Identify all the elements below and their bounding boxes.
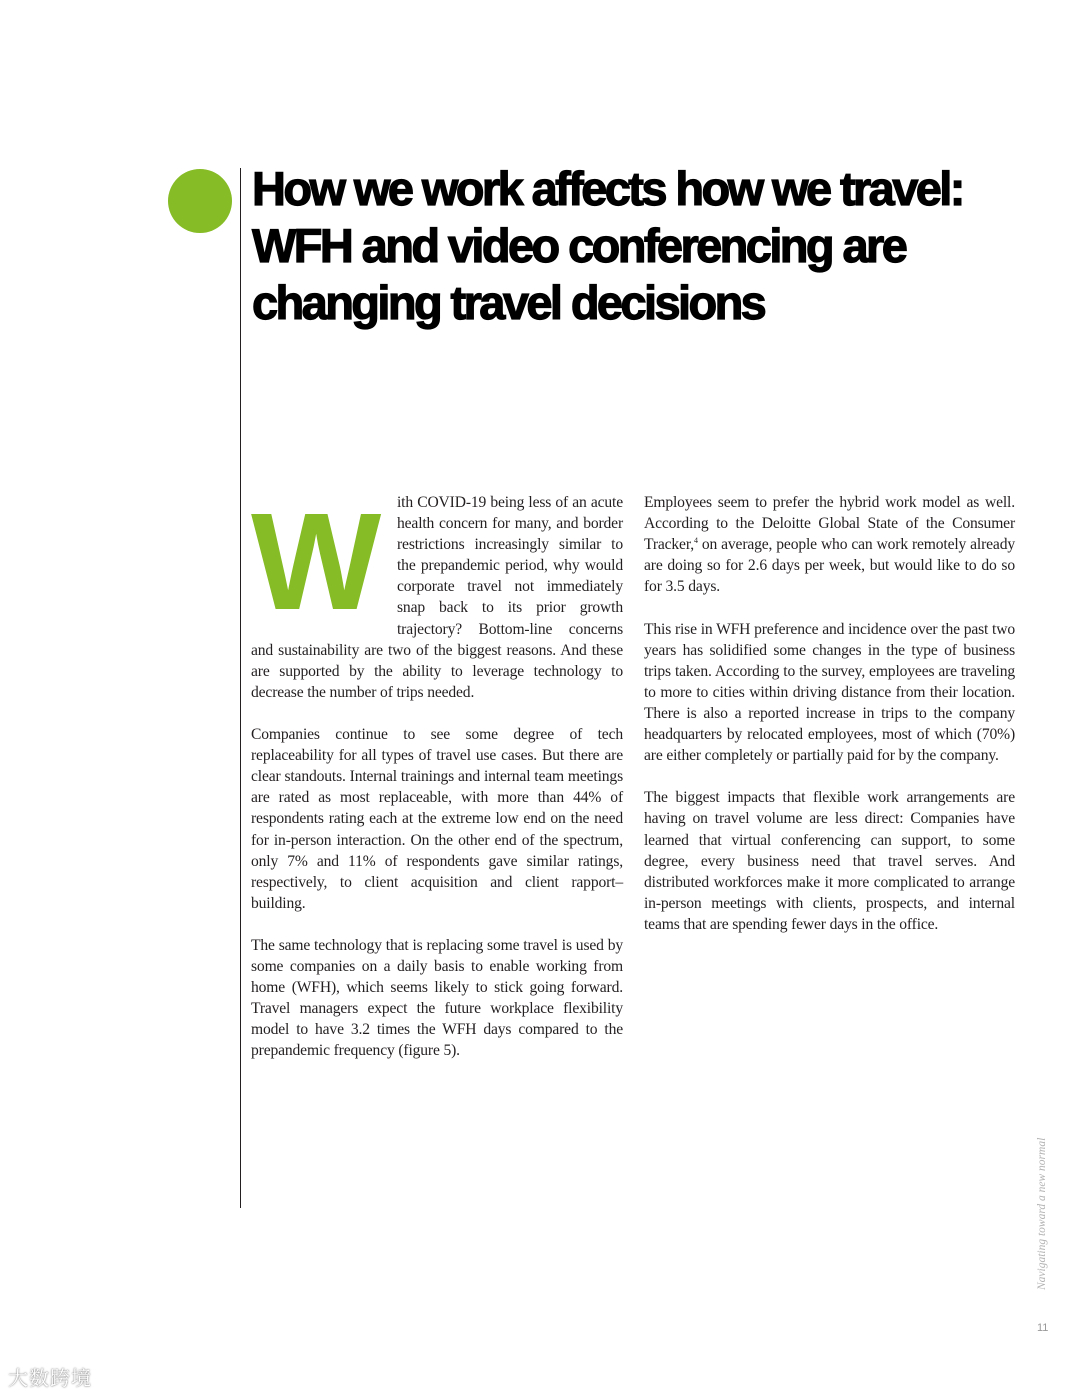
running-title: Navigating toward a new normal	[1036, 1137, 1048, 1290]
left-column	[251, 485, 623, 1083]
paragraph-5: This rise in WFH preference and incidence over the past two years has solidified some changes in the type of business trips taken. According to the survey, employees are traveling to more to cities within driving distance from their location. There is also a reported increase in trips to the company headquarters by relocated employees, most of which (70%) are either completely or partially paid for by the company.	[644, 620, 1015, 765]
paragraph-6: The biggest impacts that flexible work arrangements are having on travel volume are less direct: Companies have learned that virtual conferencing can support, to some degree, every business need that travel serves. And distributed workforces make it more complicated to arrange in-person meetings with clients, prospects, and internal teams that are spending fewer days in the office.	[644, 789, 1015, 933]
right-column	[644, 492, 1015, 956]
drop-cap: W	[251, 485, 382, 639]
vertical-rule	[240, 168, 241, 1208]
paragraph-4: Employees seem to prefer the hybrid work model as well. According to the Deloitte Global State of the Consumer Tracker,$^4$ on average, people who can work remotely already are doing so for 2.6 days per week, but would like to do so for 3.5 days.	[644, 494, 1015, 596]
footnote-ref[interactable]: 4	[694, 536, 698, 546]
green-circle-marker	[168, 169, 232, 233]
page-number: 11	[1037, 1322, 1049, 1334]
watermark-logo: 大数跨境	[8, 1366, 92, 1390]
paragraph-1: W ith COVID-19 being less of an acute health concern for many, and border restrictions increasingly similar to the prepandemic period, why would corporate travel not immediately snap back to its prior growth trajectory? Bottom-line concerns and sustainability are two of the biggest reasons. And these are supported by the ability to leverage technology to decrease the number of trips needed.	[251, 485, 623, 701]
paragraph-2: Companies continue to see some degree of tech replaceability for all types of travel use cases. But there are clear standouts. Internal trainings and internal team meetings are rated as most replaceable, with more than 44% of respondents rating each at the extreme low end on the need for in-person interaction. On the other end of the spectrum, only 7% and 11% of respondents gave similar ratings, respectively, to client acquisition and client rapport–building.	[251, 726, 623, 912]
paragraph-3: The same technology that is replacing some travel is used by some companies on a daily basis to enable working from home (WFH), which seems likely to stick going forward. Travel managers expect the future workplace flexibility model to have 3.2 times the WFH days compared to the prepandemic frequency (figure 5).	[251, 936, 623, 1060]
page-title: How we work affects how we travel: WFH and video conferencing are changing travel decisions	[252, 162, 963, 329]
